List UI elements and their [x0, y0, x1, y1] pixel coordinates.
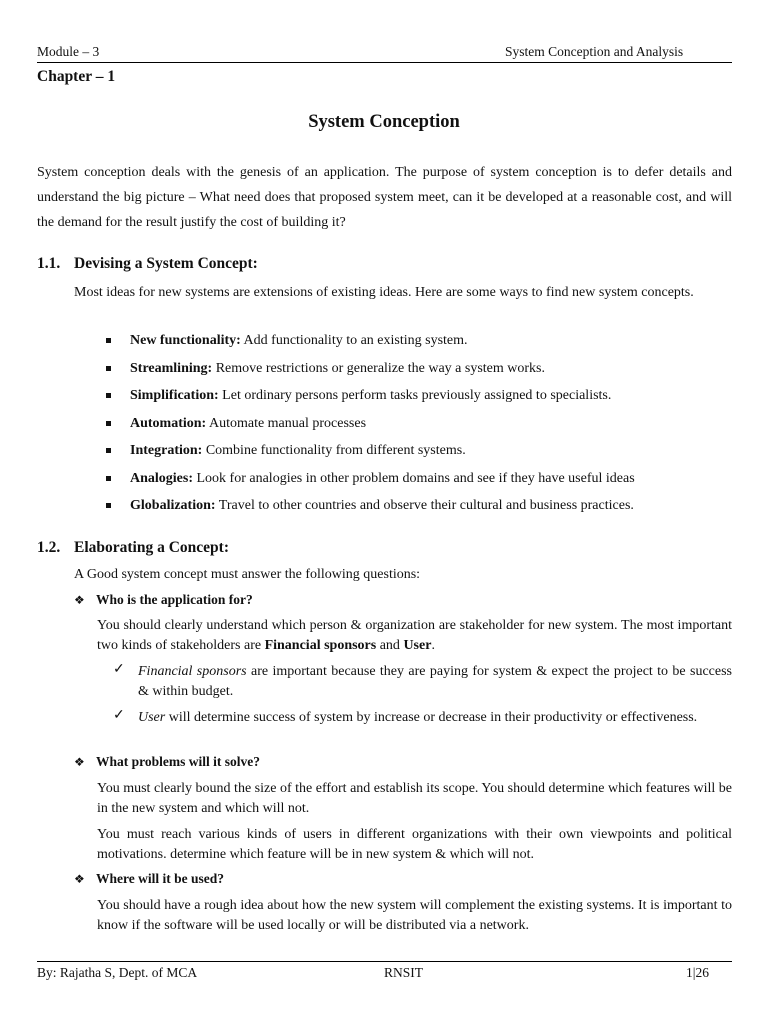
list-item: Analogies: Look for analogies in other problem domains and see if they have useful ideas — [104, 469, 732, 497]
stakeholder-user: User will determine success of system by increase or decrease in their productivity or effectiveness. — [138, 710, 698, 725]
question-where — [74, 871, 224, 887]
section-title: Devising a System Concept: — [74, 255, 258, 272]
list-item: Streamlining: Remove restrictions or generalize the way a system works. — [104, 359, 732, 387]
question-text: Who is the application for? — [96, 592, 253, 607]
section-title: Elaborating a Concept: — [74, 539, 229, 556]
checkmark-icon: ✓ — [113, 662, 125, 677]
square-bullet-icon — [106, 366, 111, 371]
question-what — [74, 754, 260, 770]
header-module: Module – 3 — [37, 44, 100, 59]
question-where-answer: You should have a rough idea about how the new system will complement the existing systems. It is important to know if the software will be used locally or will be distributed via a network. — [97, 898, 732, 933]
stakeholder-financial-sponsors: Financial sponsors are important because they are paying for system & expect the project to be success & within budget. — [138, 664, 732, 699]
header-rule — [37, 62, 732, 63]
question-what-answer-2: You must reach various kinds of users in different organizations with their own viewpoints and political motivations. determine which feature will be in new system & which will not. — [97, 827, 732, 862]
footer-author: By: Rajatha S, Dept. of MCA — [37, 965, 198, 980]
square-bullet-icon — [106, 476, 111, 481]
diamond-bullet-icon: ❖ — [74, 755, 85, 769]
question-what-answer-1: You must clearly bound the size of the effort and establish its scope. You should determine which features will be in the new system and which will not. — [97, 781, 732, 816]
section-heading-1-2 — [37, 539, 229, 557]
header-subject: System Conception and Analysis — [505, 44, 684, 59]
list-item: Simplification: Let ordinary persons perform tasks previously assigned to specialists. — [104, 386, 732, 414]
question-text: What problems will it solve? — [96, 754, 261, 769]
footer-page-number: 1|26 — [686, 965, 709, 980]
square-bullet-icon — [106, 448, 111, 453]
square-bullet-icon — [106, 503, 111, 508]
question-text: Where will it be used? — [96, 871, 224, 886]
list-item: Globalization: Travel to other countries and observe their cultural and business practices. — [104, 496, 732, 524]
page-title: System Conception — [308, 112, 460, 132]
diamond-bullet-icon: ❖ — [74, 593, 85, 607]
square-bullet-icon — [106, 421, 111, 426]
section-1-1-lead: Most ideas for new systems are extensions of existing ideas. Here are some ways to find new system concepts. — [74, 285, 694, 300]
checkmark-icon: ✓ — [113, 708, 125, 723]
intro-paragraph: System conception deals with the genesis of an application. The purpose of system conception is to defer details and understand the big picture – What need does that proposed system meet, can it be developed at a reasonable cost, and will the demand for the result justify the cost of building it? — [37, 165, 732, 230]
section-number: 1.1. — [37, 255, 61, 272]
square-bullet-icon — [106, 338, 111, 343]
list-item: Integration: Combine functionality from different systems. — [104, 441, 732, 469]
chapter-label: Chapter – 1 — [37, 68, 116, 85]
question-who — [74, 592, 253, 608]
question-who-answer: You should clearly understand which person & organization are stakeholder for new system. The most important two kinds of stakeholders are Financial sponsors and User. — [97, 618, 732, 653]
footer-institute: RNSIT — [384, 965, 424, 980]
concept-ideas-list — [104, 331, 732, 524]
square-bullet-icon — [106, 393, 111, 398]
section-heading-1-1 — [37, 255, 258, 273]
list-item: Automation: Automate manual processes — [104, 414, 732, 442]
diamond-bullet-icon: ❖ — [74, 872, 85, 886]
list-item: New functionality: Add functionality to an existing system. — [104, 331, 732, 359]
footer-rule — [37, 961, 732, 962]
section-number: 1.2. — [37, 539, 61, 556]
section-1-2-lead: A Good system concept must answer the following questions: — [74, 567, 421, 582]
